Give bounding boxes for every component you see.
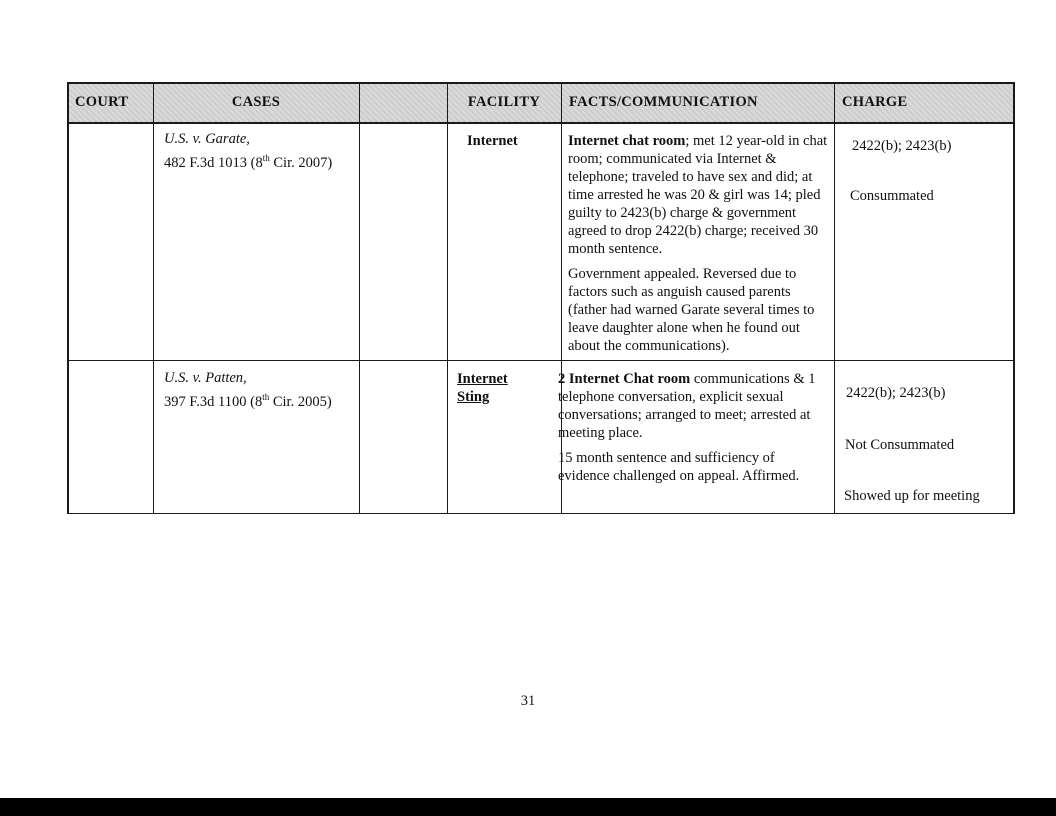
- scan-bottom-edge: [0, 798, 1056, 816]
- row-divider: [67, 360, 1015, 361]
- header-charge: CHARGE: [834, 82, 1015, 122]
- case-citation: 397 F.3d 1100 (8th Cir. 2005): [164, 392, 332, 410]
- col-border-left: [67, 82, 69, 514]
- table-row-2-charge-note: Showed up for meeting: [844, 488, 980, 504]
- header-cases: CASES: [153, 82, 359, 122]
- table-row-2-cases: [164, 369, 349, 411]
- table-row-1-charge-status: Consummated: [850, 188, 934, 204]
- col-border-cases: [359, 82, 360, 514]
- table-row-1-facility: Internet: [467, 133, 518, 149]
- facts-paragraph-1: Internet chat room; met 12 year-old in chat room; communicated via Internet & telephone; traveled to have sex and did; at time arrested he was 20 & girl was 14; pled guilty to 2423(b) charge & government agreed to drop 2422(b) charge; received 30 month sentence.: [568, 133, 828, 257]
- facts-paragraph-2: 15 month sentence and sufficiency of evidence challenged on appeal. Affirmed.: [558, 450, 800, 484]
- header-court: COURT: [67, 82, 153, 122]
- header-bottom-border: [67, 122, 1015, 124]
- facts-paragraph-2: Government appealed. Reversed due to factors such as anguish caused parents (father had warned Garate several times to leave daughter alone when he found out about the communications).: [568, 266, 815, 354]
- table-row-1-charge-code: 2422(b); 2423(b): [852, 138, 952, 154]
- table-top-border: [67, 82, 1015, 84]
- header-facts: FACTS/COMMUNICATION: [561, 82, 834, 122]
- table-row-2-facts: [558, 370, 828, 485]
- table-row-2-charge-status: Not Consummated: [845, 437, 955, 453]
- table-row-2-facility: Internet Sting: [457, 371, 508, 405]
- col-border-spacer: [447, 82, 448, 514]
- case-name: U.S. v. Garate,: [164, 131, 250, 147]
- col-border-right: [1013, 82, 1015, 514]
- case-citation: 482 F.3d 1013 (8th Cir. 2007): [164, 153, 333, 171]
- case-table: [67, 82, 1015, 514]
- header-cases-spacer: [359, 82, 447, 122]
- case-name: U.S. v. Patten,: [164, 370, 247, 386]
- page-number: 31: [520, 693, 536, 709]
- col-border-facts: [834, 82, 835, 514]
- col-border-court: [153, 82, 154, 514]
- table-row-1-cases: [164, 130, 349, 172]
- table-row-2-charge-code: 2422(b); 2423(b): [846, 385, 946, 401]
- header-facility: FACILITY: [447, 82, 561, 122]
- table-row-1-facts: [568, 132, 828, 355]
- table-bottom-border: [67, 513, 1015, 514]
- facts-paragraph-1: 2 Internet Chat room communications & 1 telephone conversation, explicit sexual conversations; arranged to meet; arrested at meeting place.: [558, 371, 816, 441]
